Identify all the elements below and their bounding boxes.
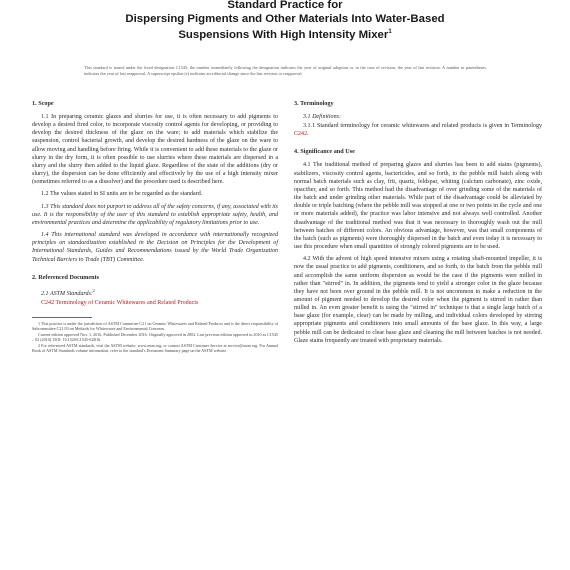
section-heading-scope: 1. Scope — [32, 100, 54, 107]
title-line-2: Dispersing Pigments and Other Materials Into Water-Based — [125, 12, 445, 25]
section-heading-terminology: 3. Terminology — [294, 100, 334, 107]
paragraph-4-2: 4.2 With the advent of high speed intensive mixers using a rotating shaft-mounted impeller, it is now the usual practice to add pigments, conditioners, and so forth, to the batch from the pebble mill and accomplish the same uniform dispersion as would be the case if the pigments were milled in rather than "stirred" in. In addition, the pigments tend to yield a stronger color in the glaze because they have not been over ground in the pebble mill. It is not uncommon to make a reduction in the amount of pigment needed to develop the desired color when the pigment is stirred in rather than milled in. An even greater benefit is using the "stirred in" technique is that a single large batch of a base glaze (for example, clear) can be made by milling, and individual colors developed by stirring appropriate pigments and conditioners into small amounts of the base glaze. In this way, a large pebble mill can be dedicated to clear base glaze and cleaning the mill between batches is not needed. Glaze stains frequently are treated with proprietary materials. — [294, 256, 542, 344]
paragraph-3-1-1-text: 3.1.1 Standard terminology for ceramic whitewares and related products is given in Terminology — [303, 123, 542, 130]
paragraph-3-1: 3.1 Definitions: — [303, 114, 341, 120]
footnote-divider — [32, 317, 92, 318]
reference-c242[interactable] — [41, 299, 278, 307]
paragraph-1-4: 1.4 This international standard was developed in accordance with internationally recognized principles on standardization established in the Decision on Principles for the Development of International Standards, Guides and Recommendations issued by the World Trade Organization Technical Barriers to Trade (TBT) Committee. — [32, 232, 278, 263]
paragraph-2-1 — [32, 287, 278, 298]
footnote-2: 2 For referenced ASTM standards, visit the ASTM website, www.astm.org, or contact ASTM Customer Service at service@astm.org. For Annual Book of ASTM Standards volume information, refer to the standard's Document Summary page on the ASTM website. — [32, 343, 278, 354]
reference-code-link[interactable]: C242 — [41, 299, 55, 306]
right-column — [294, 100, 542, 349]
title-footnote-marker: 1 — [388, 29, 392, 36]
footnotes — [32, 321, 278, 354]
left-column — [32, 100, 278, 355]
paragraph-1-1: 1.1 In preparing ceramic glazes and slurries for use, it is often necessary to add pigments to develop a desired fired color, to incorporate viscosity control agents for developing, or providing to develop the desired thickness of the glaze on the ware; to add materials which stabilize the suspension, control bacterial growth, and develop the desired hardness of the glaze on the ware to allow moving and handling before firing. While it is convenient to add these materials to the glaze or slurry in the dry form, it is often possible to use slurries where these materials are dispersed in a slurry and the slurry then added to the liquid glaze. Regardless of the state of the additions (dry or slurry), the dispersion can be done efficiently and effectively by the use of a high intensity mixer (sometimes referred to as a dissolver) and the procedure used is described here. — [32, 114, 278, 186]
reference-title-link[interactable]: Terminology of Ceramic Whitewares and Related Products — [55, 299, 199, 306]
footnote-1b: Current edition approved Nov. 1, 2016. Published December 2016. Originally approved in 2002. Last previous edition approved in 2010 as C1545 – 02 (2010). DOI: 10.1520/C1545-02R16. — [32, 332, 278, 343]
footnote-1: 1 This practice is under the jurisdiction of ASTM Committee C21 on Ceramic Whitewares and Related Products and is the direct responsibility of Subcommittee C21.03 on Methods for Whitewares and Environmental Concerns. — [32, 320, 278, 332]
document-title — [0, 0, 570, 43]
section-heading-significance: 4. Significance and Use — [294, 148, 355, 156]
paragraph-1-2: 1.2 The values stated in SI units are to be regarded as the standard. — [41, 191, 203, 198]
designation-note: This standard is issued under the fixed designation C1545; the number immediately following the designation indicates the year of original adoption or, in the case of revision, the year of last revision. A number in parentheses indicates the year of last reapproval. A superscript epsilon (ε) indicates an editorial change since the last revision or reapproval. — [84, 65, 486, 76]
section-heading-referenced-documents: 2. Referenced Documents — [32, 273, 100, 281]
title-block — [0, 0, 570, 43]
footnote-marker-2: 2 — [92, 287, 95, 293]
title-line-3: Suspensions With High Intensity Mixer — [178, 28, 389, 41]
title-line-1: Standard Practice for — [227, 0, 343, 11]
paragraph-1-3: 1.3 This standard does not purport to address all of the safety concerns, if any, associated with its use. It is the responsibility of the user of this standard to establish appropriate safety, health, and environmental practices and determine the applicability of regulatory limitations prior to use. — [32, 203, 278, 226]
paragraph-4-1: 4.1 The traditional method of preparing glazes and slurries has been to add stains (pigments), stabilizers, viscosity control agents, bactericides, and so forth, to the pebble mill batch along with normal batch materials such as clay, frit, quartz, feldspar, whiting (calcium carbonate), zinc oxide, opacifier, and so forth. This method had the disadvantage of over grinding some of the materials of the batch and under grinding other materials. While part of the disadvantage could be alleviated by double or triple batching (where the pebble mill was stopped at one or two points in the cycle and one or more materials added), the practice was labor intensive and not always well controlled. Another disadvantage of the traditional method was that it was necessary to thoroughly wash out the mill between batches of different colors. An obvious advantage, however, was that small components of the batch (such as pigments) were thoroughly dispersed in the batch and even today it is necessary to use this procedure when small quantities of strongly colored pigments are to be used. — [294, 162, 542, 251]
terminology-c242-link[interactable]: C242 — [294, 131, 308, 138]
paragraph-3-1-1: 3.1.1 Standard terminology for ceramic whitewares and related products is given in Terminology C242. — [294, 123, 542, 138]
title-line-3-wrap — [0, 26, 570, 42]
astm-standards-label: 2.1 ASTM Standards: — [41, 290, 93, 297]
